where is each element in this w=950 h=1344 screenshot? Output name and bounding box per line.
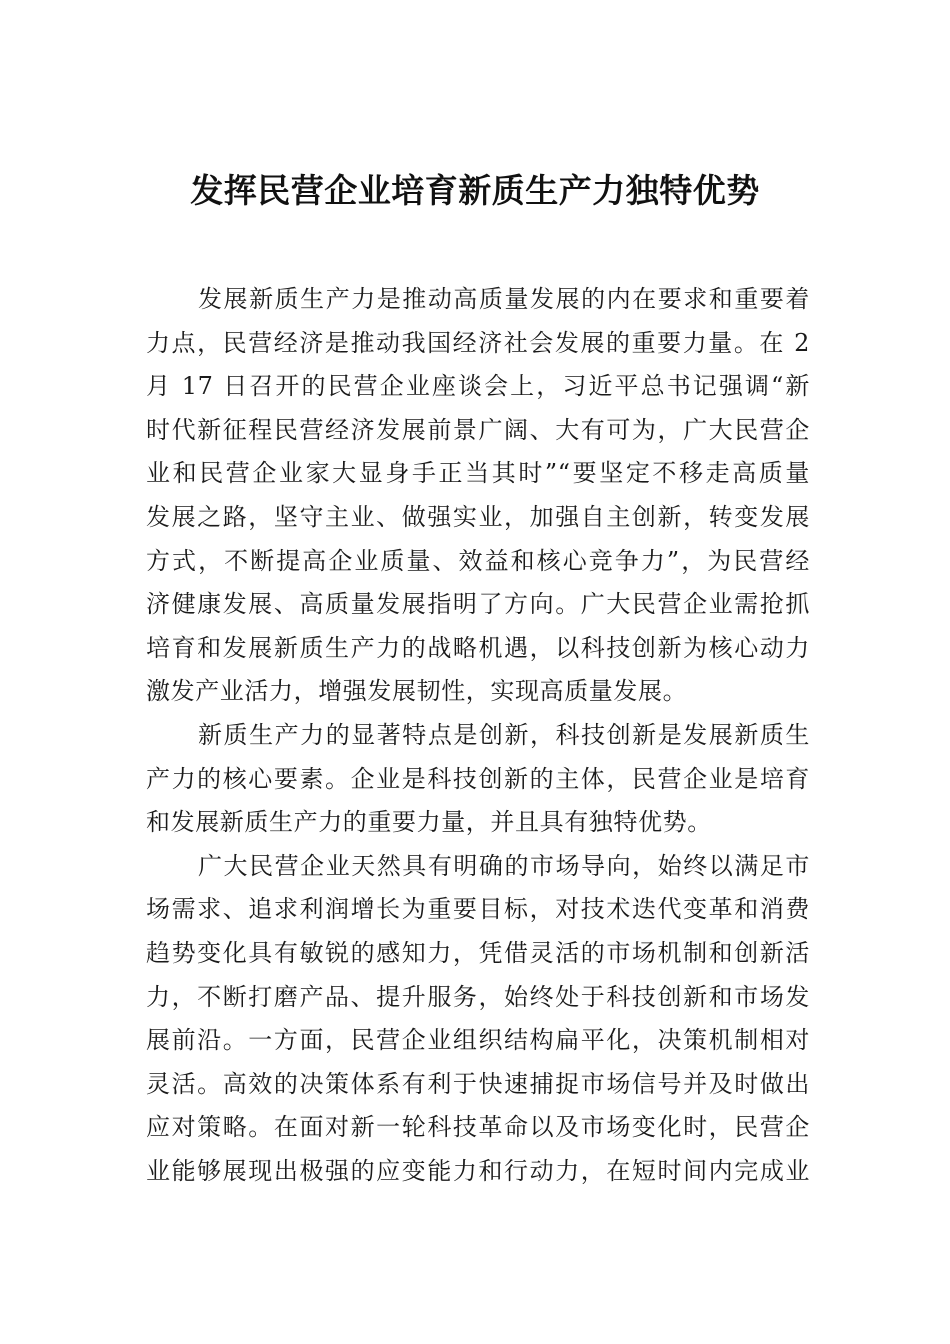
text-line: 场需求、追求利润增长为重要目标，对技术迭代变革和消费 — [146, 895, 810, 924]
text-line: 发展之路，坚守主业、做强实业，加强自主创新，转变发展 — [146, 502, 810, 531]
text-line: 展前沿。一方面，民营企业组织结构扁平化，决策机制相对 — [146, 1026, 810, 1055]
article-body — [146, 278, 810, 1193]
text-line: 济健康发展、高质量发展指明了方向。广大民营企业需抢抓 — [146, 590, 810, 619]
paragraph-3 — [146, 845, 810, 1194]
text-line: 灵活。高效的决策体系有利于快速捕捉市场信号并及时做出 — [146, 1069, 810, 1098]
text-line: 广大民营企业天然具有明确的市场导向，始终以满足市 — [198, 851, 810, 880]
text-line: 力，不断打磨产品、提升服务，始终处于科技创新和市场发 — [146, 982, 810, 1011]
text-line: 激发产业活力，增强发展韧性，实现高质量发展。 — [146, 677, 688, 706]
text-line: 时代新征程民营经济发展前景广阔、大有可为，广大民营企 — [146, 415, 810, 444]
paragraph-2 — [146, 714, 810, 845]
text-line: 月 17 日召开的民营企业座谈会上，习近平总书记强调“新 — [146, 372, 810, 401]
text-line: 趋势变化具有敏锐的感知力，凭借灵活的市场机制和创新活 — [146, 938, 810, 967]
text-line: 培育和发展新质生产力的战略机遇，以科技创新为核心动力 — [146, 633, 810, 662]
text-line: 产力的核心要素。企业是科技创新的主体，民营企业是培育 — [146, 764, 810, 793]
text-line: 应对策略。在面对新一轮科技革命以及市场变化时，民营企 — [146, 1113, 810, 1142]
text-line: 业和民营企业家大显身手正当其时”“要坚定不移走高质量 — [146, 459, 810, 488]
text-line: 业能够展现出极强的应变能力和行动力，在短时间内完成业 — [146, 1156, 810, 1185]
text-line: 发展新质生产力是推动高质量发展的内在要求和重要着 — [198, 285, 810, 313]
text-line: 力点，民营经济是推动我国经济社会发展的重要力量。在 2 — [146, 328, 810, 357]
text-line: 方式，不断提高企业质量、效益和核心竞争力”，为民营经 — [146, 546, 810, 575]
paragraph-1 — [146, 278, 810, 714]
text-line: 和发展新质生产力的重要力量，并且具有独特优势。 — [146, 808, 712, 837]
text-line: 新质生产力的显著特点是创新，科技创新是发展新质生 — [198, 720, 810, 749]
page-title: 发挥民营企业培育新质生产力独特优势 — [190, 171, 760, 210]
